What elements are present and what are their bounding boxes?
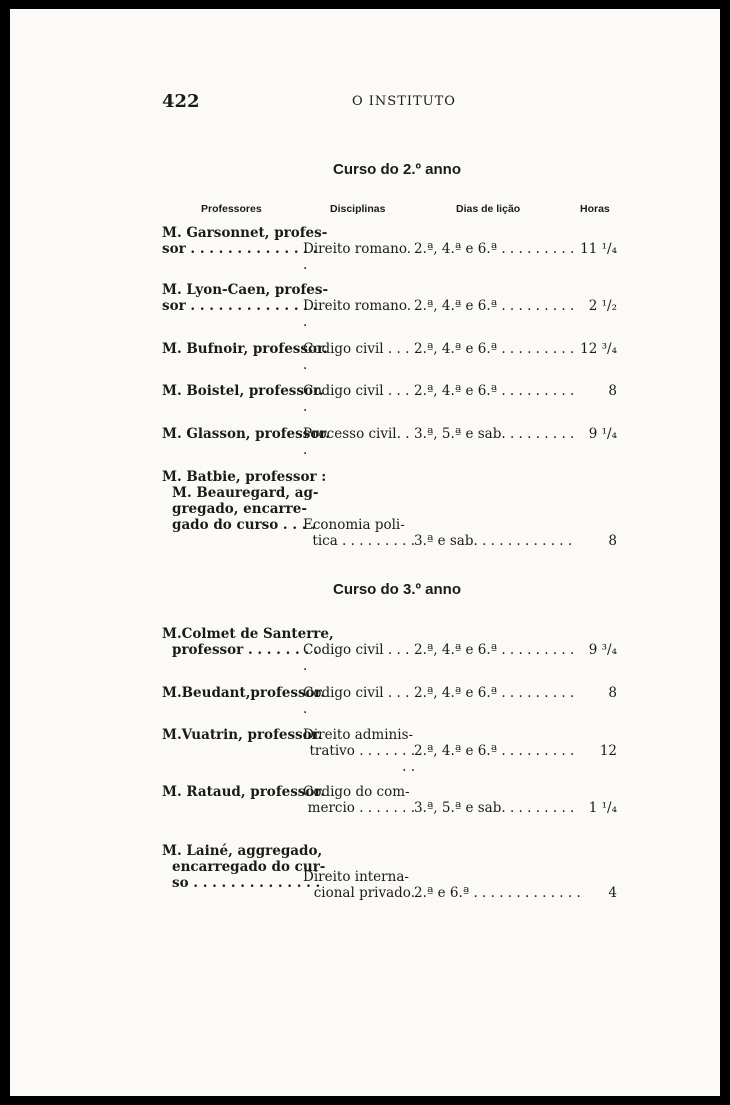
horas-cell: 4 — [608, 885, 617, 901]
horas-cell: 9 ¹/₄ — [588, 426, 617, 442]
professor-cell: M. Glasson, professor. — [162, 426, 330, 442]
horas-cell: 11 ¹/₄ — [580, 241, 617, 257]
disciplina-cell: Codigo civil . . . . — [303, 685, 410, 717]
section-title-3rd-year: Curso do 3.º anno — [333, 581, 461, 598]
disciplina-cell: Processo civil. . . — [303, 426, 410, 458]
professor-cell: M. Lainé, aggregado, encarregado do cur- so . . . . . . . . . . . . . . — [162, 843, 326, 891]
section-title-2nd-year: Curso do 2.º anno — [333, 161, 461, 178]
horas-cell: 12 ³/₄ — [580, 341, 617, 357]
dias-cell: 3.ª, 5.ª e sab. . . . . . . . . — [414, 426, 575, 442]
disciplina-cell: Codigo civil . . . . — [303, 383, 410, 415]
horas-cell: 2 ¹/₂ — [588, 298, 617, 314]
disciplina-cell: Direito romano. . — [303, 241, 412, 273]
dias-cell: 3.ª e sab. . . . . . . . . . . . — [414, 533, 573, 549]
professor-cell: M. Bufnoir, professor. — [162, 341, 328, 357]
horas-cell: 8 — [608, 383, 617, 399]
document-page — [10, 9, 720, 1096]
professor-cell: M.Beudant,professor. — [162, 685, 326, 701]
disciplina-cell: Direito romano. . — [303, 298, 412, 330]
professor-cell: M. Garsonnet, profes- sor . . . . . . . . . . . . . . — [162, 225, 328, 257]
dias-cell: 2.ª, 4.ª e 6.ª . . . . . . . . . — [414, 685, 575, 701]
horas-cell: 8 — [608, 533, 617, 549]
running-head — [162, 91, 682, 113]
journal-title: O INSTITUTO — [352, 94, 456, 109]
dias-cell: 2.ª, 4.ª e 6.ª . . . . . . . . . — [414, 383, 575, 399]
column-header-disciplinas: Disciplinas — [330, 203, 386, 215]
professor-cell: M.Vuatrin, professor. — [162, 727, 323, 743]
dias-cell: 2.ª, 4.ª e 6.ª . . . . . . . . . — [414, 642, 575, 658]
disciplina-cell: Codigo civil . . . . — [303, 341, 410, 373]
dias-cell: 2.ª, 4.ª e 6.ª . . . . . . . . . — [414, 341, 575, 357]
disciplina-cell: Economia poli- tica . . . . . . . . . — [303, 517, 415, 549]
dias-cell: 3.ª, 5.ª e sab. . . . . . . . . — [414, 800, 575, 816]
professor-cell: M. Lyon-Caen, profes- sor . . . . . . . . . . . . . . — [162, 282, 329, 314]
professor-cell: M. Rataud, professor. — [162, 784, 325, 800]
horas-cell: 1 ¹/₄ — [588, 800, 617, 816]
horas-cell: 8 — [608, 685, 617, 701]
dias-cell: 2.ª, 4.ª e 6.ª . . . . . . . . . — [414, 298, 575, 314]
disciplina-cell: Direito adminis- trativo . . . . . . . . . — [303, 727, 415, 775]
professor-cell: M.Colmet de Santerre, professor . . . . . . . . — [162, 626, 334, 658]
dias-cell: 2.ª, 4.ª e 6.ª . . . . . . . . . — [414, 743, 575, 759]
dias-cell: 2.ª, 4.ª e 6.ª . . . . . . . . . — [414, 241, 575, 257]
column-header-dias: Dias de lição — [456, 203, 521, 215]
page-number: 422 — [162, 91, 200, 112]
horas-cell: 9 ³/₄ — [588, 642, 617, 658]
column-header-horas: Horas — [580, 203, 610, 215]
column-header-professores: Professores — [201, 203, 262, 215]
professor-cell: M. Boistel, professor. — [162, 383, 324, 399]
disciplina-cell: Direito interna- cional privado. — [303, 869, 415, 901]
disciplina-cell: Codigo civil . . . . — [303, 642, 410, 674]
horas-cell: 12 — [599, 743, 617, 759]
professor-cell: M. Batbie, professor : M. Beauregard, ag- gregado, encarre- gado do curso . . . . — [162, 469, 327, 533]
dias-cell: 2.ª e 6.ª . . . . . . . . . . . . . — [414, 885, 581, 901]
disciplina-cell: Codigo do com- mercio . . . . . . . — [303, 784, 415, 816]
